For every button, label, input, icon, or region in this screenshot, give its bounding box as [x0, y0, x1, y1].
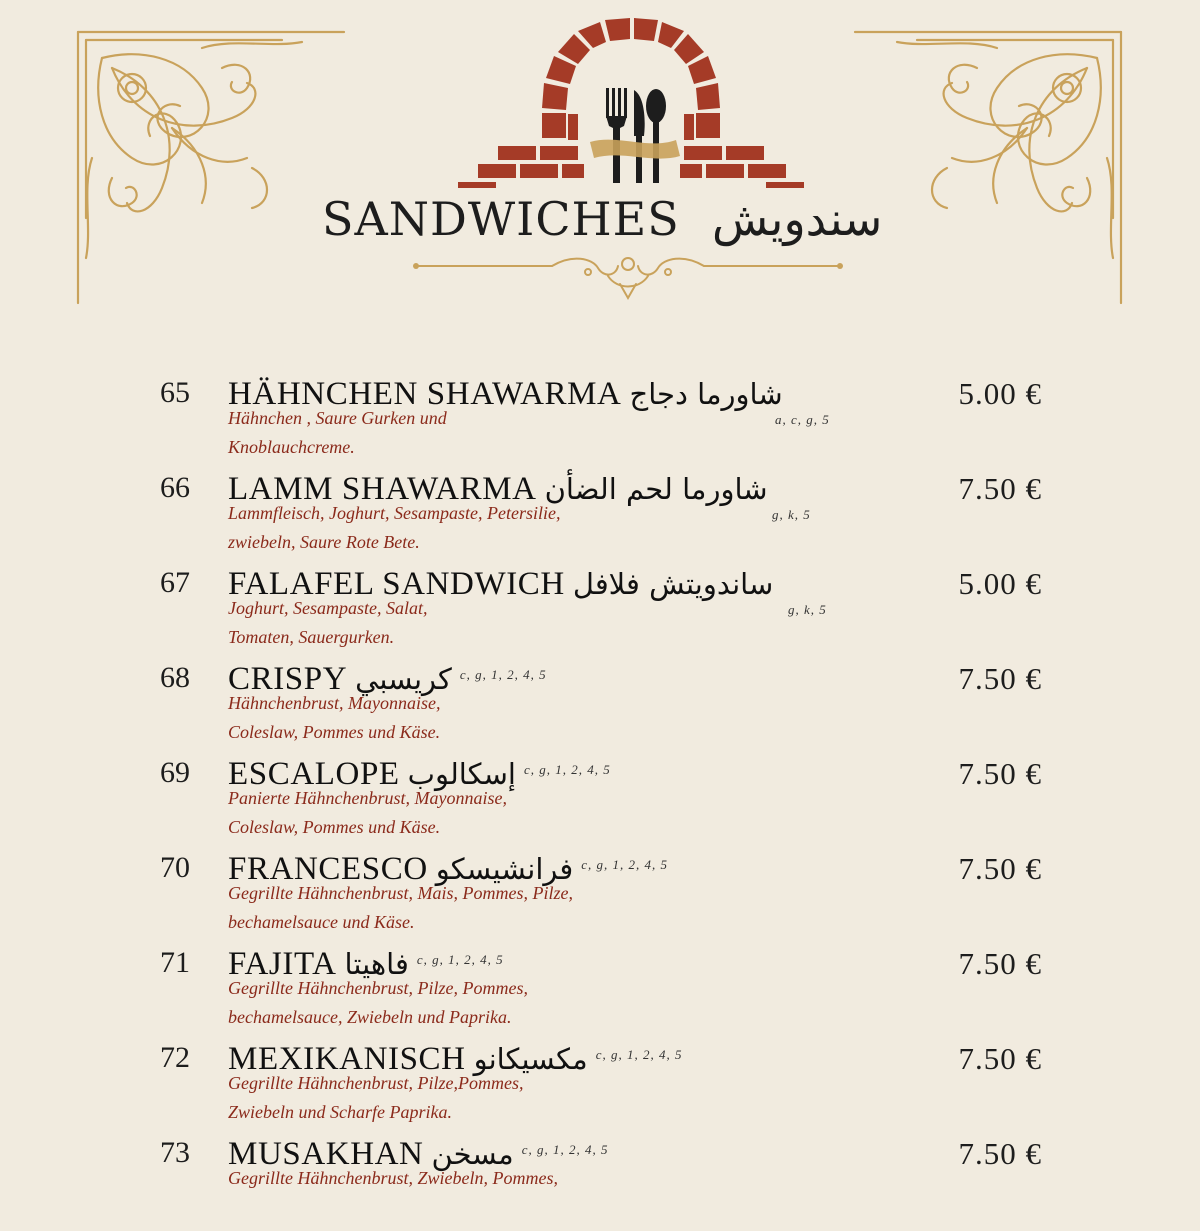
item-allergens: c, g, 1, 2, 4, 5 — [459, 667, 547, 682]
item-description: Joghurt, Sesampaste, Salat, Tomaten, Sauergurken. — [228, 598, 428, 647]
item-name-arabic: كريسبي — [355, 662, 452, 696]
item-description: Hähnchenbrust, Mayonnaise, Coleslaw, Pommes und Käse. — [228, 693, 441, 742]
item-description: Panierte Hähnchenbrust, Mayonnaise, Coleslaw, Pommes und Käse. — [228, 788, 507, 837]
item-name: HÄHNCHEN SHAWARMA — [228, 376, 622, 412]
item-description: Gegrillte Hähnchenbrust, Pilze, Pommes, bechamelsauce, Zwiebeln und Paprika. — [228, 978, 528, 1027]
item-name: ESCALOPE — [228, 756, 400, 792]
list-item — [0, 851, 1200, 946]
list-item — [0, 1136, 1200, 1231]
item-name: MEXIKANISCH — [228, 1041, 466, 1077]
item-name-arabic: مكسيكانو — [473, 1042, 588, 1076]
fork-icon — [606, 88, 627, 183]
item-number: 65 — [160, 376, 190, 409]
item-name: FALAFEL SANDWICH — [228, 566, 565, 602]
item-allergens: c, g, 1, 2, 4, 5 — [416, 952, 504, 967]
item-number: 68 — [160, 661, 190, 694]
corner-ornament-icon — [72, 28, 347, 306]
item-description: Gegrillte Hähnchenbrust, Zwiebeln, Pommes, — [228, 1168, 558, 1188]
item-allergens: c, g, 1, 2, 4, 5 — [595, 1047, 683, 1062]
item-name: CRISPY — [228, 661, 348, 697]
item-name-arabic: إسكالوب — [407, 757, 516, 791]
item-price: 5.00 € — [958, 376, 1042, 411]
list-item — [0, 376, 1200, 471]
item-allergens: c, g, 1, 2, 4, 5 — [523, 762, 611, 777]
item-number: 70 — [160, 851, 190, 884]
item-number: 73 — [160, 1136, 190, 1169]
item-allergens: c, g, 1, 2, 4, 5 — [581, 857, 669, 872]
list-item — [0, 756, 1200, 851]
page-title-arabic: سندويش — [712, 192, 883, 246]
item-name-arabic: ساندويتش فلافل — [572, 567, 774, 601]
item-allergens: c, g, 1, 2, 4, 5 — [521, 1142, 609, 1157]
item-description: Gegrillte Hähnchenbrust, Mais, Pommes, Pilze, bechamelsauce und Käse. — [228, 883, 573, 932]
page-title: SANDWICHES — [322, 192, 680, 246]
spoon-icon — [646, 89, 666, 183]
item-number: 69 — [160, 756, 190, 789]
item-number: 66 — [160, 471, 190, 504]
list-item — [0, 566, 1200, 661]
item-description: Hähnchen , Saure Gurken und Knoblauchcreme. — [228, 408, 447, 457]
item-name-arabic: شاورما دجاج — [629, 377, 783, 411]
item-price: 7.50 € — [958, 1136, 1042, 1171]
list-item — [0, 471, 1200, 566]
item-name: LAMM SHAWARMA — [228, 471, 537, 507]
knife-icon — [634, 90, 645, 183]
item-number: 71 — [160, 946, 190, 979]
item-name-arabic: شاورما لحم الضأن — [544, 472, 768, 506]
item-name: FRANCESCO — [228, 851, 428, 887]
item-name-arabic: فرانشيسكو — [435, 852, 574, 886]
item-price: 7.50 € — [958, 946, 1042, 981]
item-price: 7.50 € — [958, 1041, 1042, 1076]
item-allergens: a, c, g, 5 — [775, 412, 830, 427]
corner-ornament-icon — [852, 28, 1127, 306]
list-item — [0, 661, 1200, 756]
item-name: FAJITA — [228, 946, 337, 982]
flourish-divider-icon — [412, 250, 844, 302]
item-price: 7.50 € — [958, 756, 1042, 791]
item-price: 7.50 € — [958, 471, 1042, 506]
item-number: 67 — [160, 566, 190, 599]
item-price: 7.50 € — [958, 661, 1042, 696]
item-name: MUSAKHAN — [228, 1136, 424, 1172]
item-price: 5.00 € — [958, 566, 1042, 601]
brick-arch-logo-icon — [458, 18, 804, 188]
item-allergens: g, k, 5 — [772, 507, 811, 522]
list-item — [0, 946, 1200, 1041]
item-name-arabic: مسخن — [431, 1137, 514, 1171]
item-price: 7.50 € — [958, 851, 1042, 886]
item-allergens: g, k, 5 — [788, 602, 827, 617]
item-description: Gegrillte Hähnchenbrust, Pilze,Pommes, Zwiebeln und Scharfe Paprika. — [228, 1073, 524, 1122]
item-name-arabic: فاهيتا — [344, 947, 409, 981]
item-number: 72 — [160, 1041, 190, 1074]
list-item — [0, 1041, 1200, 1136]
item-description: Lammfleisch, Joghurt, Sesampaste, Petersilie, zwiebeln, Saure Rote Bete. — [228, 503, 561, 552]
